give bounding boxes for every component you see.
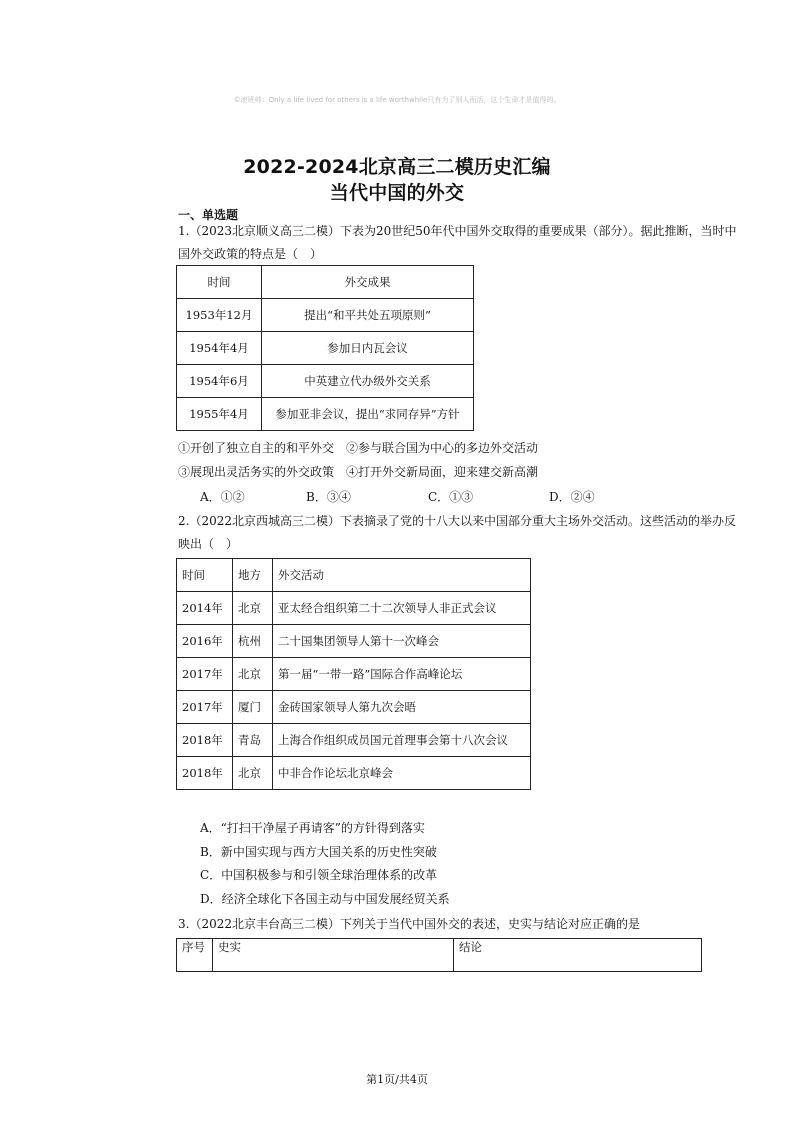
table-header-row <box>177 266 474 299</box>
document-subtitle: 当代中国的外交 <box>329 182 465 204</box>
table-cell: 参加日内瓦会议 <box>262 332 474 365</box>
table-header-cell: 时间 <box>177 559 233 592</box>
table-cell: 1954年6月 <box>177 365 262 398</box>
table-cell: 金砖国家领导人第九次会晤 <box>273 691 531 724</box>
watermark: ©滚班帅：Only a life lived for others is a life worthwhile只有为了别人而活，这个生命才是值得的。 <box>233 96 561 104</box>
table-header-row <box>177 939 702 972</box>
q1-option-a[interactable]: A．①② <box>200 490 245 504</box>
table-row <box>177 299 474 332</box>
table-cell: 1954年4月 <box>177 332 262 365</box>
table-header-cell: 地方 <box>233 559 273 592</box>
q2-option-a[interactable]: A．“打扫干净屋子再请客”的方针得到落实 <box>200 821 425 835</box>
q2-table <box>176 558 531 790</box>
q1-option-b[interactable]: B．③④ <box>306 490 351 504</box>
table-header-cell: 结论 <box>454 939 702 972</box>
table-cell: 青岛 <box>233 724 273 757</box>
section-heading: 一、单选题 <box>178 208 239 222</box>
q2-option-c[interactable]: C．中国积极参与和引领全球治理体系的改革 <box>200 868 438 882</box>
table-header-cell: 序号 <box>177 939 213 972</box>
table-cell: 二十国集团领导人第十一次峰会 <box>273 625 531 658</box>
table-row <box>177 398 474 431</box>
table-cell: 中英建立代办级外交关系 <box>262 365 474 398</box>
table-cell: 2014年 <box>177 592 233 625</box>
q2-stem-line1: 2.（2022北京西城高三二模）下表摘录了党的十八大以来中国部分重大主场外交活动。这些活动的举办反 <box>178 514 736 528</box>
table-row <box>177 625 531 658</box>
table-row <box>177 691 531 724</box>
table-header-cell: 史实 <box>213 939 454 972</box>
q1-option-d[interactable]: D．②④ <box>549 490 595 504</box>
table-row <box>177 332 474 365</box>
q1-stem-line2: 国外交政策的特点是（ ） <box>178 247 323 261</box>
table-row <box>177 757 531 790</box>
table-cell: 1953年12月 <box>177 299 262 332</box>
q1-option-c[interactable]: C．①③ <box>428 490 474 504</box>
table-cell: 提出“和平共处五项原则” <box>262 299 474 332</box>
q2-stem-line2: 映出（ ） <box>178 537 239 551</box>
table-cell: 上海合作组织成员国元首理事会第十八次会议 <box>273 724 531 757</box>
table-cell: 第一届“一带一路”国际合作高峰论坛 <box>273 658 531 691</box>
q2-option-d[interactable]: D．经济全球化下各国主动与中国发展经贸关系 <box>200 892 450 906</box>
table-cell: 厦门 <box>233 691 273 724</box>
table-row <box>177 724 531 757</box>
q3-stem: 3.（2022北京丰台高三二模）下列关于当代中国外交的表述，史实与结论对应正确的是 <box>178 917 640 931</box>
table-cell: 1955年4月 <box>177 398 262 431</box>
table-cell: 北京 <box>233 757 273 790</box>
document-title: 2022-2024北京高三二模历史汇编 <box>243 156 551 178</box>
table-cell: 杭州 <box>233 625 273 658</box>
page-number: 第1页/共4页 <box>366 1073 428 1086</box>
q1-stem-line1: 1.（2023北京顺义高三二模）下表为20世纪50年代中国外交取得的重要成果（部分）。据此推断，当时中 <box>178 224 737 238</box>
table-cell: 北京 <box>233 592 273 625</box>
table-header-cell: 时间 <box>177 266 262 299</box>
q3-table <box>176 938 702 972</box>
q1-items-line1: ①开创了独立自主的和平外交 ②参与联合国为中心的多边外交活动 <box>178 441 539 455</box>
table-row <box>177 658 531 691</box>
table-cell: 中非合作论坛北京峰会 <box>273 757 531 790</box>
q2-option-b[interactable]: B．新中国实现与西方大国关系的历史性突破 <box>200 845 437 859</box>
table-cell: 2018年 <box>177 724 233 757</box>
q1-items-line2: ③展现出灵活务实的外交政策 ④打开外交新局面，迎来建交新高潮 <box>178 465 539 479</box>
table-cell: 2018年 <box>177 757 233 790</box>
table-cell: 亚太经合组织第二十二次领导人非正式会议 <box>273 592 531 625</box>
table-row <box>177 592 531 625</box>
table-header-row <box>177 559 531 592</box>
q1-table <box>176 265 474 431</box>
table-header-cell: 外交成果 <box>262 266 474 299</box>
table-cell: 2016年 <box>177 625 233 658</box>
table-cell: 2017年 <box>177 691 233 724</box>
table-cell: 2017年 <box>177 658 233 691</box>
table-row <box>177 365 474 398</box>
table-cell: 参加亚非会议，提出“求同存异”方针 <box>262 398 474 431</box>
table-cell: 北京 <box>233 658 273 691</box>
table-header-cell: 外交活动 <box>273 559 531 592</box>
